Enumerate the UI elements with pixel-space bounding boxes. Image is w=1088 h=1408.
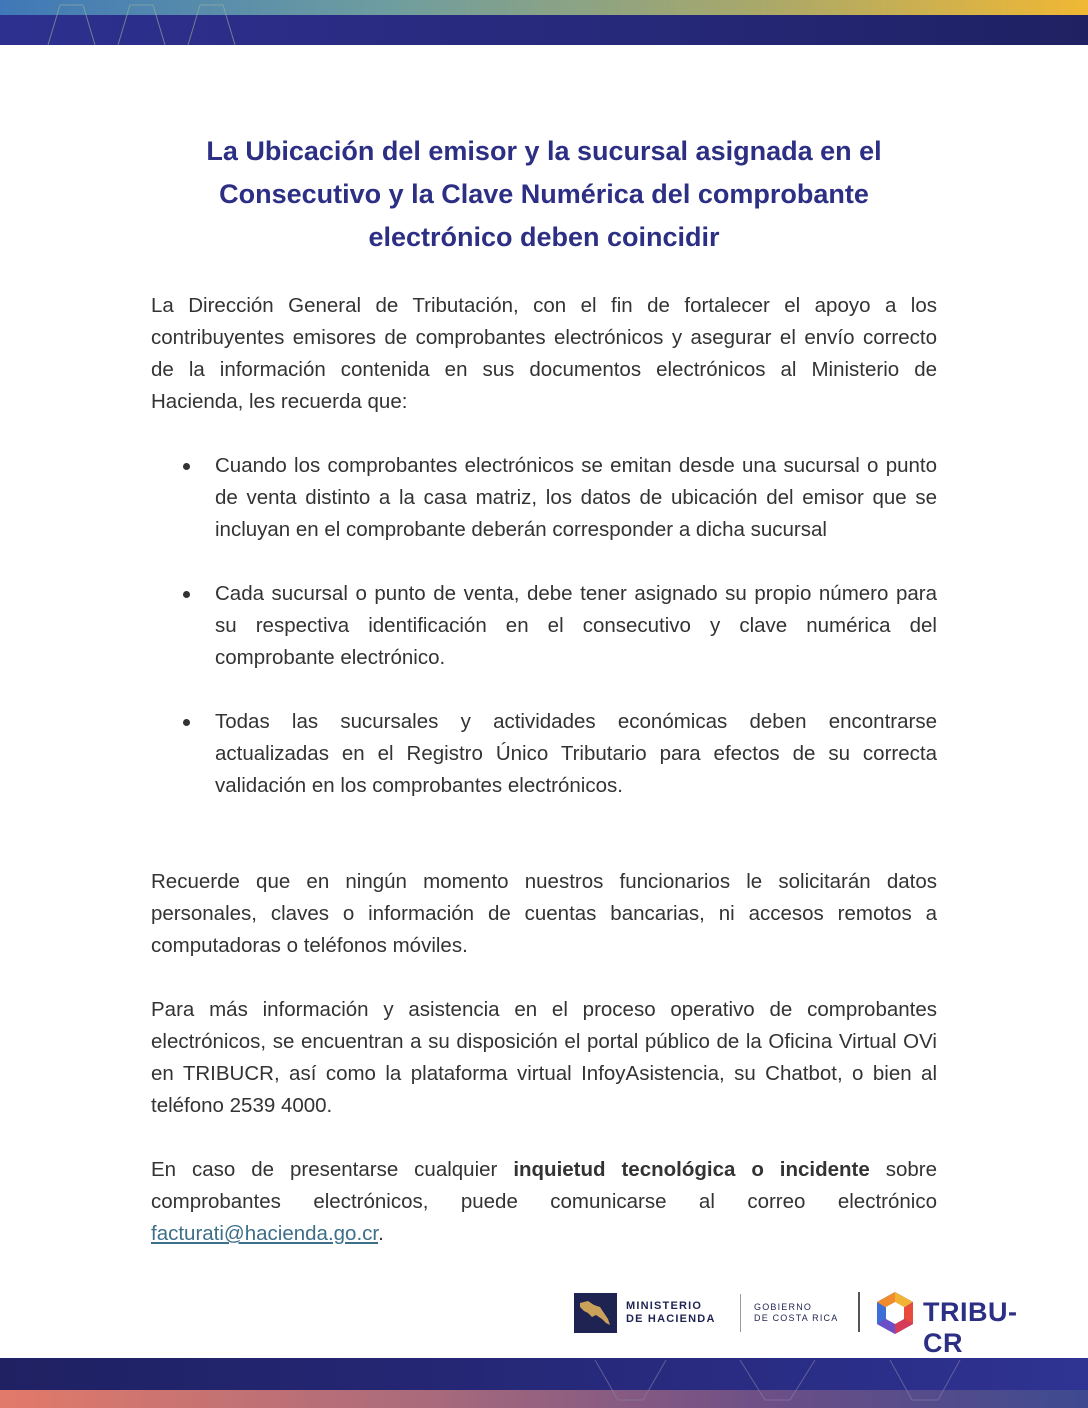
page-title: La Ubicación del emisor y la sucursal asignada en el Consecutivo y la Clave Numérica del comprobante electrónico deben coincidir <box>206 136 882 252</box>
contact-middle: sobre comprobantes electrónicos, puede comunicarse al correo electrónico <box>151 1158 937 1213</box>
tribu-hexagon-icon <box>874 1290 916 1336</box>
ministerio-line1: MINISTERIO <box>626 1300 703 1312</box>
info-paragraph: Para más información y asistencia en el proceso operativo de comprobantes electrónicos, se encuentran a su disposición el portal público de la Oficina Virtual OVi en TRIBUCR, así como la plataforma virtual InfoyAsistencia, su Chatbot, o bien al teléfono 2539 4000. <box>151 998 937 1117</box>
bullet-icon <box>183 463 190 470</box>
footer-logos <box>574 1288 1054 1358</box>
bullet-icon <box>183 591 190 598</box>
list-item-text: Cada sucursal o punto de venta, debe tener asignado su propio número para su respectiva identificación en el consecutivo y clave numérica del comprobante electrónico. <box>215 582 937 669</box>
tribu-cr-logo-text: TRIBU-CR <box>923 1297 1018 1358</box>
header-network-pattern <box>0 0 1088 46</box>
list-item <box>151 578 937 674</box>
reminder-paragraph: Recuerde que en ningún momento nuestros funcionarios le solicitarán datos personales, claves o información de cuentas bancarias, ni accesos remotos a computadoras o teléfonos móviles. <box>151 870 937 957</box>
footer-network-pattern <box>0 1358 1088 1408</box>
bullet-icon <box>183 719 190 726</box>
costa-rica-map-icon <box>574 1293 617 1333</box>
gobierno-line1: GOBIERNO <box>754 1302 813 1312</box>
list-item <box>151 450 937 546</box>
list-item <box>151 706 937 802</box>
logo-divider <box>858 1292 860 1332</box>
contact-paragraph <box>151 1154 937 1250</box>
logo-divider <box>740 1294 741 1332</box>
email-link[interactable]: facturati@hacienda.go.cr <box>151 1222 379 1245</box>
contact-suffix: . <box>378 1222 384 1245</box>
footer-banner <box>0 1358 1088 1408</box>
list-item-text: Todas las sucursales y actividades económicas deben encontrarse actualizadas en el Registro Único Tributario para efectos de su correcta validación en los comprobantes electrónicos. <box>215 710 937 797</box>
bullet-list <box>151 450 937 834</box>
ministerio-line2: DE HACIENDA <box>626 1313 716 1325</box>
gobierno-logo-text <box>754 1302 838 1324</box>
list-item-text: Cuando los comprobantes electrónicos se emitan desde una sucursal o punto de venta distinto a la casa matriz, los datos de ubicación del emisor que se incluyan en el comprobante deberán corresponder a dicha sucursal <box>215 454 937 541</box>
header-banner <box>0 0 1088 46</box>
contact-bold: inquietud tecnológica o incidente <box>513 1158 870 1181</box>
gobierno-line2: DE COSTA RICA <box>754 1313 839 1323</box>
intro-paragraph: La Dirección General de Tributación, con el fin de fortalecer el apoyo a los contribuyentes emisores de comprobantes electrónicos y asegurar el envío correcto de la información contenida en sus documentos electrónicos al Ministerio de Hacienda, les recuerda que: <box>151 294 937 413</box>
contact-prefix: En caso de presentarse cualquier <box>151 1158 514 1181</box>
ministerio-logo-text <box>626 1300 716 1326</box>
